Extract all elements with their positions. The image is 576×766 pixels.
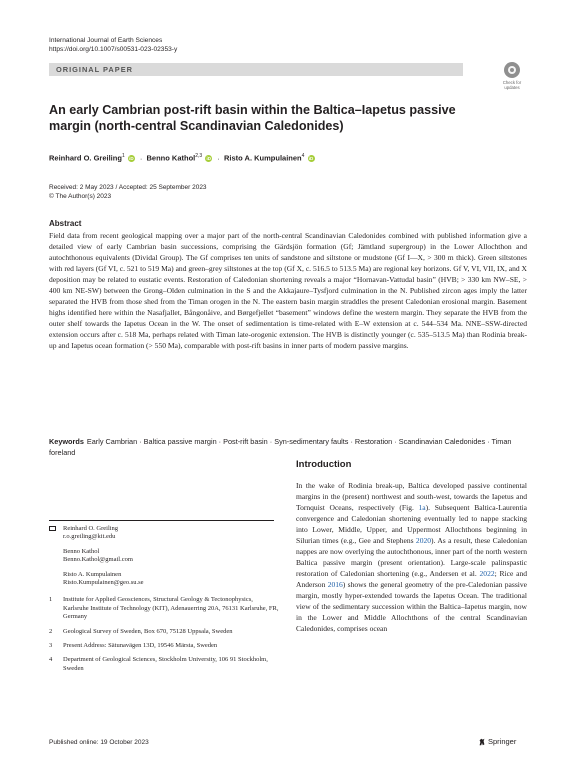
check-for-updates-badge[interactable] <box>497 62 527 96</box>
affiliation: 2 Geological Survey of Sweden, Box 670, 75128 Uppsala, Sweden <box>49 627 233 635</box>
citation-link[interactable]: 2016 <box>327 580 343 589</box>
envelope-icon <box>49 526 56 531</box>
abstract-heading: Abstract <box>49 219 82 228</box>
contact-block <box>49 525 279 542</box>
orcid-icon[interactable]: iD <box>206 156 212 162</box>
check-updates-icon <box>504 62 520 78</box>
author-affiliation: 2,3 <box>195 153 203 159</box>
contact-block <box>49 571 279 588</box>
affiliation: 4 Department of Geological Sciences, Stockholm University, 106 91 Stockholm, Sweden <box>49 656 268 672</box>
copyright: © The Author(s) 2023 <box>49 193 112 200</box>
contact-block <box>49 548 279 565</box>
contact-email[interactable]: Benno.Kathol@gmail.com <box>63 556 133 564</box>
orcid-icon[interactable]: iD <box>308 156 314 162</box>
article-type-banner <box>49 63 463 76</box>
article-title: An early Cambrian post-rift basin within the Baltica–Iapetus passive margin (north-central Scandinavian Caledonides) <box>49 103 456 133</box>
author-name[interactable]: Benno Kathol <box>146 153 196 163</box>
author-separator: · <box>217 153 220 163</box>
figure-link[interactable]: 1a <box>418 503 426 512</box>
author-affiliation: 1 <box>121 153 125 159</box>
author-name[interactable]: Reinhard O. Greiling <box>49 153 122 163</box>
published-date: Published online: 19 October 2023 <box>49 739 149 746</box>
journal-header <box>49 36 177 54</box>
footnotes <box>49 525 279 679</box>
introduction-heading: Introduction <box>296 459 352 470</box>
contact-name: Benno Kathol <box>63 547 100 555</box>
journal-doi[interactable]: https://doi.org/10.1007/s00531-023-02353-y <box>49 46 178 53</box>
contact-email[interactable]: Risto.Kumpulainen@geo.su.se <box>63 579 144 587</box>
author-name[interactable]: Risto A. Kumpulainen <box>223 153 302 163</box>
affiliation: 1 Institute for Applied Geosciences, Structural Geology & Tectonophysics, Karlsruhe Institute of Technology (KIT), Adenauerring 20A, 76131 Karlsruhe, FR, Germany <box>49 596 279 621</box>
affiliation: 3 Present Address: Sätunavägen 13D, 19546 Märsta, Sweden <box>49 642 218 650</box>
received-accepted: Received: 2 May 2023 / Accepted: 25 September 2023 <box>49 184 207 191</box>
author-list <box>49 153 316 163</box>
springer-horse-icon <box>478 738 486 746</box>
article-dates <box>49 183 207 201</box>
citation-link[interactable]: 2020 <box>415 536 432 545</box>
contact-name: Reinhard O. Greiling <box>63 525 119 532</box>
footnote-divider <box>49 520 274 521</box>
author-separator: · <box>139 153 143 163</box>
contact-name: Risto A. Kumpulainen <box>63 570 122 578</box>
keywords-text: Early Cambrian · Baltica passive margin · Post-rift basin · Syn-sedimentary faults · Restoration · Scandinavian Caledonides · Timan foreland <box>49 437 512 457</box>
introduction-text: In the wake of Rodinia break-up, Baltica developed passive continental margins in the (present) northwest and south-west, towards the Iapetus and Tornquist Oceans, respectively (Fig. 1a). Subsequent Baltica-Laurentia convergence and Caledonian shortening eventually led to nappe stacking into Lower, Middle, Upper, and Uppermost Allochthons beginning in Silurian times (e.g., Gee and Stephens 2020). As a result, these Caledonian nappes are now overlying the autochthonous, inner part of the north western Baltica passive margin (present orientation). Large-scale palinspastic restoration of Caledonian shortening (e.g., Andersen et al. 2022; Rice and Anderson 2016) shows the general geometry of the pre-Caledonian passive margin, mostly hyper-extended towards the Iapetus Ocean. The traditional view of the sedimentary succession within the Baltica–Iapetus margin, now in the Lower and Middle Allochthons of the central Scandinavian Caledonides, comprises ocean <box>296 481 527 633</box>
publisher-logo <box>478 737 516 746</box>
keywords-label: Keywords <box>49 437 84 446</box>
keywords <box>49 437 527 458</box>
author-affiliation: 4 <box>301 153 305 159</box>
publisher-name: Springer <box>488 737 517 746</box>
article-type-label: ORIGINAL PAPER <box>56 65 133 74</box>
journal-name: International Journal of Earth Sciences <box>49 37 163 44</box>
citation-link[interactable]: 2022 <box>479 569 495 578</box>
orcid-icon[interactable]: iD <box>129 156 134 162</box>
check-updates-label: Check for updates <box>502 80 522 90</box>
contact-email[interactable]: r.o.greiling@kit.edu <box>63 533 116 541</box>
abstract-text: Field data from recent geological mapping over a major part of the north-central Scandinavian Caledonides combined with published information give a detailed view of early Cambrian basin successions, comprising the Gärdsjön formation (Gf; Jämtland supergroup) in the Lower Allochthon and autochthonous equivalents (Dividal Group). The Gf comprises ten units of sandstone and siltstone or mudstone (Gf I—X, > 300 m thick). Green siltstones with red layers (Gf VI, c. 521 to 519 Ma) and green–grey siltstones at the top (Gf X, c. 516.5 to 513.5 Ma) are regional key horizons. Gf V, VI, VII, IX, and X deposition may be related to eustatic events. Restoration of Caledonian shortening reveals a major “Hornavan-Vattudal basin” (HVB; > 330 km NW–SE, > 400 km NE-SW) between the Grong–Olden culmination in the S and the Akkajaure–Tysfjord culmination in the N. Published zircon ages imply the latter separated the HVB from those shed from the Timan orogen in the N. The eastern basin margin straddles the present Caledonian erosional margin. Basement highs identified here within the Nasafjallet, Bångonåive, and Børgefjellet “basement” windows define the western margin. They separate the HVB from the outer shelf towards the Iapetus Ocean in the W. The onset of sedimentation is time-related with E–W extension at c. 544–534 Ma. NNE–SSW-directed extension occurs after c. 518 Ma, perhaps related with Timan late-orogenic extension. The HVB is distinctly younger (c. 535–513.5 Ma) than Rodinia break-up and Iapetus ocean formation (> 550 Ma), comparable with post-rift basins in inner parts of modern passive margins. <box>49 231 527 350</box>
